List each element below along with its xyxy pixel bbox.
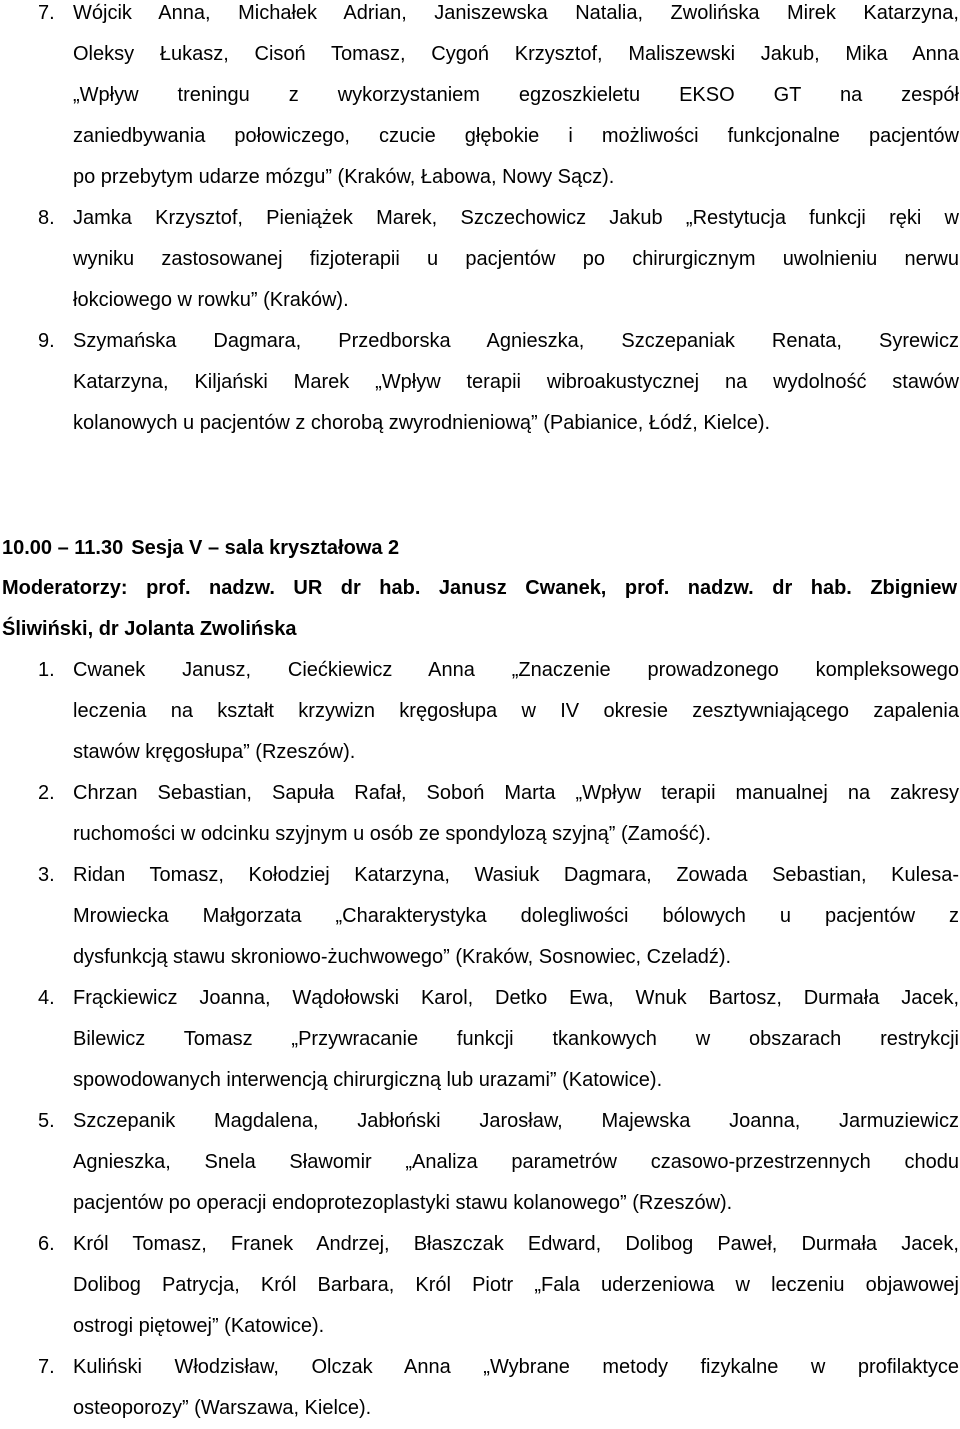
- item-text-line: osteoporozy” (Warszawa, Kielce).: [73, 1397, 372, 1419]
- session-time: 10.00 – 11.30: [2, 537, 124, 559]
- item-text-line: po przebytym udarze mózgu” (Kraków, Łabowa, Nowy Sącz).: [73, 166, 615, 188]
- item-text-line: ostrogi piętowej” (Katowice).: [73, 1315, 325, 1337]
- item-number: 2.: [38, 782, 55, 804]
- item-number: 3.: [38, 864, 55, 886]
- item-text-line: kolanowych u pacjentów z chorobą zwyrodnieniową” (Pabianice, Łódź, Kielce).: [73, 412, 771, 434]
- session-title: [2, 528, 399, 569]
- item-text-line: dysfunkcją stawu skroniowo-żuchwowego” (Kraków, Sosnowiec, Czeladź).: [73, 946, 732, 968]
- item-number: 7.: [38, 2, 55, 24]
- item-text-line: stawów kręgosłupa” (Rzeszów).: [73, 741, 356, 763]
- item-text-line: Oleksy Łukasz, Cisoń Tomasz, Cygoń Krzysztof, Maliszewski Jakub, Mika Anna: [73, 43, 959, 65]
- session-name: Sesja V – sala kryształowa 2: [131, 537, 400, 559]
- item-text-line: pacjentów po operacji endoprotezoplastyki stawu kolanowego” (Rzeszów).: [73, 1192, 733, 1214]
- item-number: 7.: [38, 1356, 55, 1378]
- moderators-line: Śliwiński, dr Jolanta Zwolińska: [2, 618, 297, 640]
- moderators-line: Moderatorzy: prof. nadzw. UR dr hab. Janusz Cwanek, prof. nadzw. dr hab. Zbigniew: [2, 577, 957, 599]
- item-text-line: Szymańska Dagmara, Przedborska Agnieszka, Szczepaniak Renata, Syrewicz: [73, 330, 959, 352]
- item-number: 8.: [38, 207, 55, 229]
- item-number: 9.: [38, 330, 55, 352]
- item-number: 6.: [38, 1233, 55, 1255]
- item-text-line: Dolibog Patrycja, Król Barbara, Król Piotr „Fala uderzeniowa w leczeniu objawowej: [73, 1274, 959, 1296]
- item-text-line: Frąckiewicz Joanna, Wądołowski Karol, Detko Ewa, Wnuk Bartosz, Durmała Jacek,: [73, 987, 959, 1009]
- item-text-line: Szczepanik Magdalena, Jabłoński Jarosław, Majewska Joanna, Jarmuziewicz: [73, 1110, 959, 1132]
- item-text-line: Agnieszka, Snela Sławomir „Analiza parametrów czasowo-przestrzennych chodu: [73, 1151, 959, 1173]
- item-text-line: spowodowanych interwencją chirurgiczną lub urazami” (Katowice).: [73, 1069, 663, 1091]
- item-text-line: Mrowiecka Małgorzata „Charakterystyka dolegliwości bólowych u pacjentów z: [73, 905, 959, 927]
- item-text-line: Kuliński Włodzisław, Olczak Anna „Wybrane metody fizykalne w profilaktyce: [73, 1356, 959, 1378]
- item-text-line: zaniedbywania połowiczego, czucie głębokie i możliwości funkcjonalne pacjentów: [73, 125, 959, 147]
- item-number: 4.: [38, 987, 55, 1009]
- item-text-line: Cwanek Janusz, Ciećkiewicz Anna „Znaczenie prowadzonego kompleksowego: [73, 659, 959, 681]
- item-text-line: Ridan Tomasz, Kołodziej Katarzyna, Wasiuk Dagmara, Zowada Sebastian, Kulesa-: [73, 864, 959, 886]
- item-text-line: Wójcik Anna, Michałek Adrian, Janiszewska Natalia, Zwolińska Mirek Katarzyna,: [73, 2, 959, 24]
- item-number: 5.: [38, 1110, 55, 1132]
- item-text-line: wyniku zastosowanej fizjoterapii u pacjentów po chirurgicznym uwolnieniu nerwu: [73, 248, 959, 270]
- item-text-line: Król Tomasz, Franek Andrzej, Błaszczak Edward, Dolibog Paweł, Durmała Jacek,: [73, 1233, 959, 1255]
- item-text-line: łokciowego w rowku” (Kraków).: [73, 289, 349, 311]
- item-text-line: Jamka Krzysztof, Pieniążek Marek, Szczechowicz Jakub „Restytucja funkcji ręki w: [73, 207, 959, 229]
- item-text-line: Chrzan Sebastian, Sapuła Rafał, Soboń Marta „Wpływ terapii manualnej na zakresy: [73, 782, 959, 804]
- item-text-line: leczenia na kształt krzywizn kręgosłupa w IV okresie zesztywniającego zapalenia: [73, 700, 959, 722]
- item-text-line: Katarzyna, Kiljański Marek „Wpływ terapii wibroakustycznej na wydolność stawów: [73, 371, 959, 393]
- item-text-line: Bilewicz Tomasz „Przywracanie funkcji tkankowych w obszarach restrykcji: [73, 1028, 959, 1050]
- item-text-line: ruchomości w odcinku szyjnym u osób ze spondylozą szyjną” (Zamość).: [73, 823, 712, 845]
- item-text-line: „Wpływ treningu z wykorzystaniem egzoszkieletu EKSO GT na zespół: [73, 84, 959, 106]
- item-number: 1.: [38, 659, 55, 681]
